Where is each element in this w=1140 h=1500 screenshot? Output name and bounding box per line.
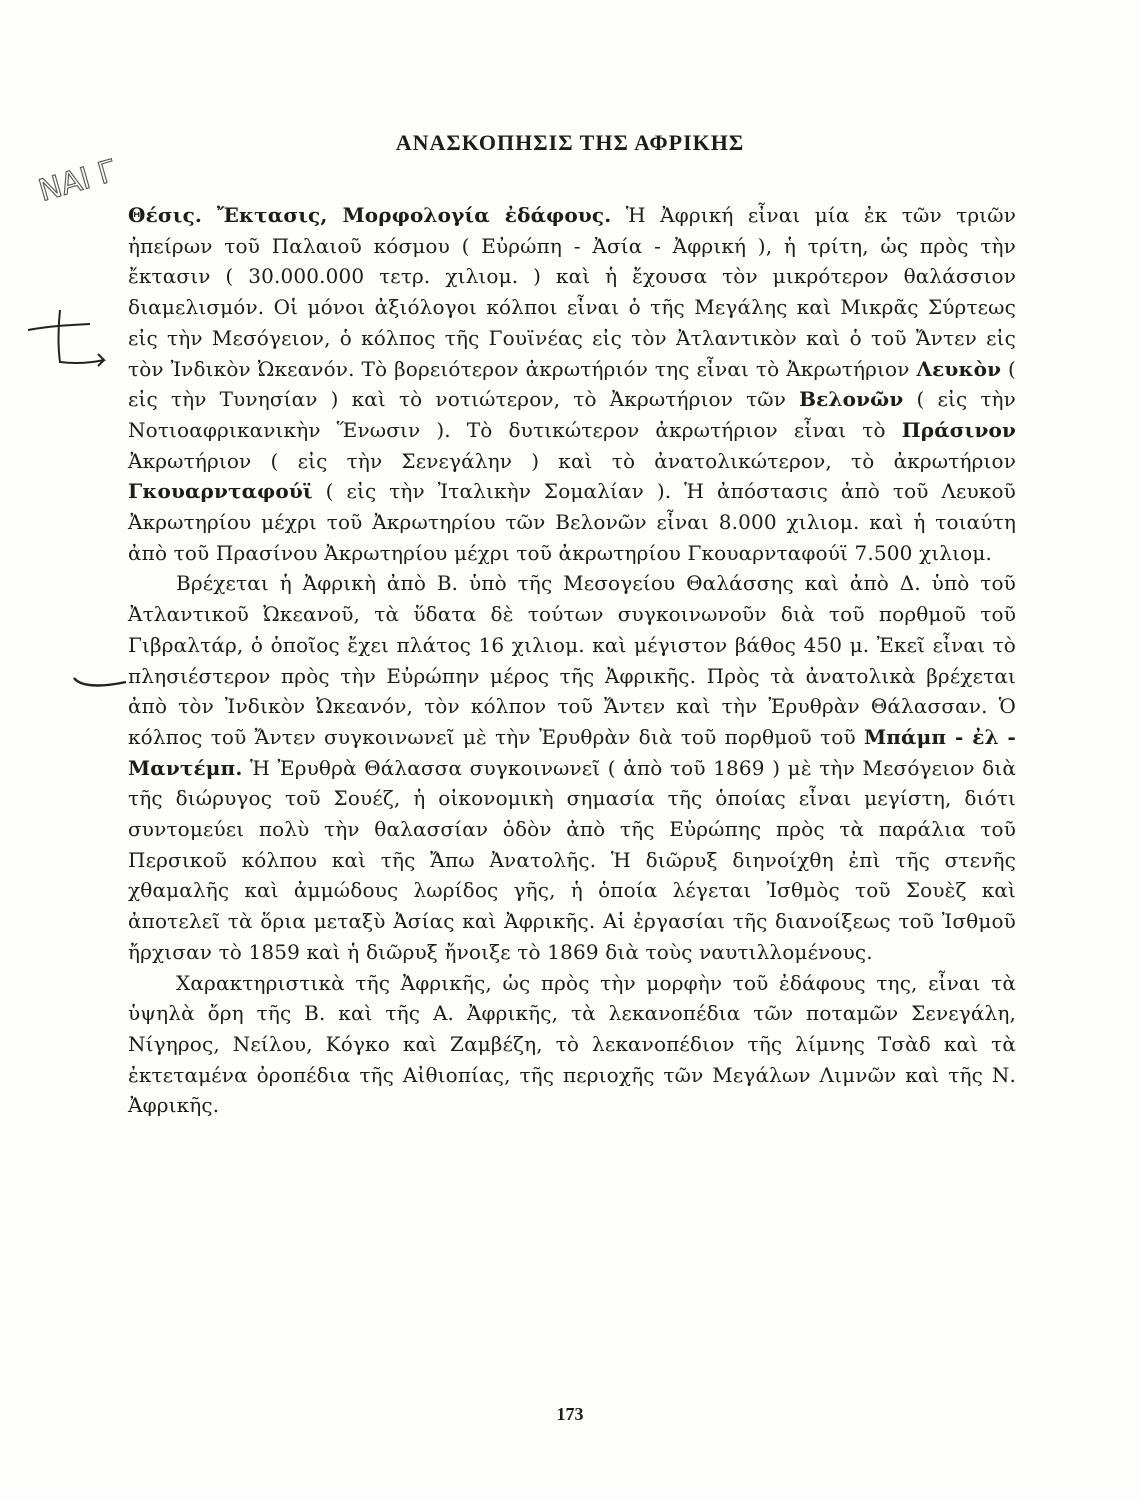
body-text	[128, 200, 1016, 1121]
paragraph-text: ( εἰς τὴν Νοτιοαφρικανικὴν Ἕνωσιν ). Τὸ δυτικώτερον ἀκρωτήριον εἶναι τὸ	[128, 387, 1016, 442]
paragraph-position-extent	[128, 200, 1016, 568]
page-number: 173	[556, 1404, 584, 1424]
bold-term-gkouarntafoui: Γκουαρνταφούϊ	[128, 479, 313, 504]
paragraph-text: Ἡ Ἐρυθρὰ Θάλασσα συγκοινωνεῖ ( ἀπὸ τοῦ 1869 ) μὲ τὴν Μεσόγειον διὰ τῆς διώρυγος τοῦ Σουέζ, ἡ οἰκονομικὴ σημασία τῆς ὁποίας εἶναι μεγίστη, διότι συντομεύει πολὺ τὴν θαλασσίαν ὁδὸν ἀπὸ τῆς Εὐρώπης πρὸς τὰ παράλια τοῦ Περσικοῦ κόλπου καὶ τῆς Ἄπω Ἀνατολῆς. Ἡ διῶρυξ διηνοίχθη ἐπὶ τῆς στενῆς χθαμαλῆς καὶ ἀμμώδους λωρίδος γῆς, ἡ ὁποία λέγεται Ἰσθμὸς τοῦ Σουὲζ καὶ ἀποτελεῖ τὰ ὅρια μεταξὺ Ἀσίας καὶ Ἀφρικῆς. Αἱ ἐργασίαι τῆς διανοίξεως τοῦ Ἰσθμοῦ ἤρχισαν τὸ 1859 καὶ ἡ διῶρυξ ἤνοιξε τὸ 1869 διὰ τοὺς ναυτιλλομένους.	[128, 755, 1016, 964]
paragraph-text: ( εἰς τὴν Τυνησίαν ) καὶ τὸ νοτιώτερον, τὸ Ἀκρωτήριον τῶν	[128, 356, 1016, 412]
paragraph-text: Ἡ Ἀφρική εἶναι μία ἐκ τῶν τριῶν ἠπείρων τοῦ Παλαιοῦ κόσμου ( Εὐρώπη - Ἀσία - Ἀφρική ), ἡ τρίτη, ὡς πρὸς τὴν ἔκτασιν ( 30.000.000 τετρ. χιλιομ. ) καὶ ἡ ἔχουσα τὸν μικρότερον θαλάσσιον διαμελισμόν. Οἱ μόνοι ἀξιόλογοι κόλποι εἶναι ὁ τῆς Μεγάλης καὶ Μικρᾶς Σύρτεως εἰς τὴν Μεσόγειον, ὁ κόλπος τῆς Γουϊνέας εἰς τὸν Ἀτλαντικὸν καὶ ὁ τοῦ Ἄντεν εἰς τὸν Ἰνδικὸν Ὠκεανόν. Τὸ βορειότερον ἀκρωτήριόν της εἶναι τὸ Ἀκρωτήριον	[128, 203, 1017, 381]
handwritten-margin-text: ΝΑΙ Γ	[34, 153, 120, 209]
bold-term-bab-el-mandeb: Μπάμπ - ἐλ - Μαντέμπ.	[128, 724, 1017, 780]
paragraph-morphology	[128, 968, 1016, 1122]
paragraph-text: Χαρακτηριστικὰ τῆς Ἀφρικῆς, ὡς πρὸς τὴν μορφὴν τοῦ ἐδάφους της, εἶναι τὰ ὑψηλὰ ὄρη τῆς Β. καὶ τῆς Α. Ἀφρικῆς, τὰ λεκανοπέδια τῶν ποταμῶν Σενεγάλη, Νίγηρος, Νείλου, Κόγκο καὶ Ζαμβέζη, τὸ λεκανοπέδιον τῆς λίμνης Τσὰδ καὶ τὰ ἐκτεταμένα ὀροπέδια τῆς Αἰθιοπίας, τῆς περιοχῆς τῶν Μεγάλων Λιμνῶν καὶ τῆς Ν. Ἀφρικῆς.	[128, 970, 1016, 1118]
handwritten-plus-arrow-mark	[20, 308, 120, 378]
section-heading: Θέσις. Ἔκτασις, Μορφολογία ἐδάφους.	[128, 203, 612, 227]
bold-term-belonon: Βελονῶν	[799, 387, 904, 412]
bold-term-leukon: Λευκὸν	[916, 356, 1002, 381]
bold-term-prasinon: Πράσινον	[901, 417, 1016, 442]
paragraph-text: ( εἰς τὴν Ἰταλικὴν Σομαλίαν ). Ἡ ἀπόστασις ἀπὸ τοῦ Λευκοῦ Ἀκρωτηρίου μέχρι τοῦ Ἀκρωτηρίου τῶν Βελονῶν εἶναι 8.000 χιλιομ. καὶ ἡ τοιαύτη ἀπὸ τοῦ Πρασίνου Ἀκρωτηρίου μέχρι τοῦ ἀκρωτηρίου Γκουαρνταφούϊ 7.500 χιλιομ.	[128, 479, 1016, 565]
page-title: ΑΝΑΣΚΟΠΗΣΙΣ ΤΗΣ ΑΦΡΙΚΗΣ	[395, 130, 745, 155]
paragraph-text: Βρέχεται ἡ Ἀφρικὴ ἀπὸ Β. ὑπὸ τῆς Μεσογείου Θαλάσσης καὶ ἀπὸ Δ. ὑπὸ τοῦ Ἀτλαντικοῦ Ὠκεανοῦ, τὰ ὕδατα δὲ τούτων συγκοινωνοῦν διὰ τοῦ πορθμοῦ τοῦ Γιβραλτάρ, ὁ ὁποῖος ἔχει πλάτος 16 χιλιομ. καὶ μέγιστον βάθος 450 μ. Ἐκεῖ εἶναι τὸ πλησιέστερον πρὸς τὴν Εὐρώπην μέρος τῆς Ἀφρικῆς. Πρὸς τὰ ἀνατολικὰ βρέχεται ἀπὸ τὸν Ἰνδικὸν Ὠκεανόν, τὸν κόλπον τοῦ Ἄντεν καὶ τὴν Ἐρυθρὰν Θάλασσαν. Ὁ κόλπος τοῦ Ἄντεν συγκοινωνεῖ μὲ τὴν Ἐρυθρὰν διὰ τοῦ πορθμοῦ τοῦ	[128, 571, 1016, 749]
paragraph-seas	[128, 568, 1016, 967]
paragraph-text: Ἀκρωτήριον ( εἰς τὴν Σενεγάλην ) καὶ τὸ ἀνατολικώτερον, τὸ ἀκρωτήριον	[128, 448, 1016, 473]
